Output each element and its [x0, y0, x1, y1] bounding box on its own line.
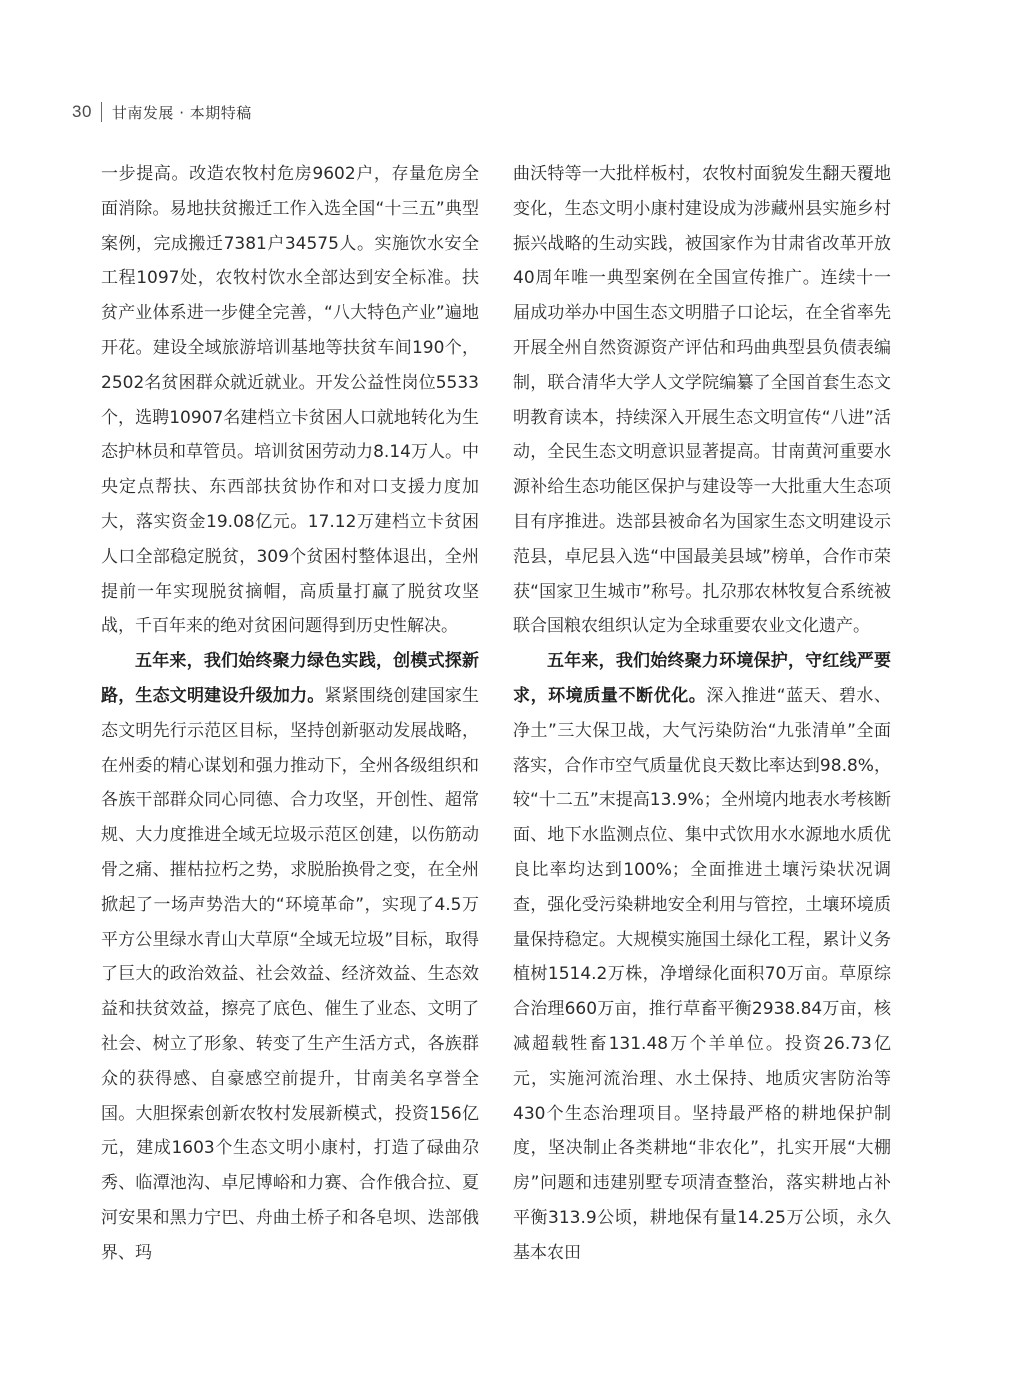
paragraph-green-practice	[101, 644, 479, 1270]
paragraph-lead: 五年来，我们始终聚力绿色实践，创模式探新路，生态文明建设升级加力。	[101, 651, 479, 706]
left-column	[101, 157, 479, 1271]
header-divider	[101, 102, 102, 122]
paragraph-continued: 一步提高。改造农牧村危房9602户，存量危房全面消除。易地扶贫搬迁工作入选全国“十三五”典型案例，完成搬迁7381户34575人。实施饮水安全工程1097处，农牧村饮水全部达到安全标准。扶贫产业体系进一步健全完善，“八大特色产业”遍地开花。建设全域旅游培训基地等扶贫车间190个，2502名贫困群众就近就业。开发公益性岗位5533个，选聘10907名建档立卡贫困人口就地转化为生态护林员和草管员。培训贫困劳动力8.14万人。中央定点帮扶、东西部扶贫协作和对口支援力度加大，落实资金19.08亿元。17.12万建档立卡贫困人口全部稳定脱贫，309个贫困村整体退出，全州提前一年实现脱贫摘帽，高质量打赢了脱贫攻坚战，千百年来的绝对贫困问题得到历史性解决。	[101, 164, 479, 637]
paragraph-environment-protection	[513, 644, 891, 1270]
paragraph-body: 深入推进“蓝天、碧水、净土”三大保卫战，大气污染防治“九张清单”全面落实，合作市空气质量优良天数比率达到98.8%，较“十二五”末提高13.9%；全州境内地表水考核断面、地下水监测点位、集中式饮用水水源地水质优良比率均达到100%；全面推进土壤污染状况调查，强化受污染耕地安全利用与管控，土壤环境质量保持稳定。大规模实施国土绿化工程，累计义务植树1514.2万株，净增绿化面积70万亩。草原综合治理660万亩，推行草畜平衡2938.84万亩，核减超载牲畜131.48万个羊单位。投资26.73亿元，实施河流治理、水土保持、地质灾害防治等430个生态治理项目。坚持最严格的耕地保护制度，坚决制止各类耕地“非农化”，扎实开展“大棚房”问题和违建别墅专项清查整治，落实耕地占补平衡313.9公顷，耕地保有量14.25万公顷，永久基本农田	[513, 685, 892, 1263]
section-label: 甘南发展 · 本期特稿	[111, 103, 252, 122]
paragraph-lead: 五年来，我们始终聚力环境保护，守红线严要求，环境质量不断优化。	[513, 651, 891, 706]
running-header	[72, 98, 252, 126]
paragraph-continued: 曲沃特等一大批样板村，农牧村面貌发生翻天覆地变化，生态文明小康村建设成为涉藏州县实施乡村振兴战略的生动实践，被国家作为甘肃省改革开放40周年唯一典型案例在全国宣传推广。连续十一届成功举办中国生态文明腊子口论坛，在全省率先开展全州自然资源资产评估和玛曲典型县负债表编制，联合清华大学人文学院编纂了全国首套生态文明教育读本，持续深入开展生态文明宣传“八进”活动，全民生态文明意识显著提高。甘南黄河重要水源补给生态功能区保护与建设等一大批重大生态项目有序推进。迭部县被命名为国家生态文明建设示范县，卓尼县入选“中国最美县域”榜单，合作市荣获“国家卫生城市”称号。扎尕那农林牧复合系统被联合国粮农组织认定为全球重要农业文化遗产。	[513, 164, 891, 637]
right-column	[513, 157, 891, 1271]
page-number: 30	[72, 102, 92, 121]
paragraph-body: 紧紧围绕创建国家生态文明先行示范区目标，坚持创新驱动发展战略，在州委的精心谋划和强力推动下，全州各级组织和各族干部群众同心同德、合力攻坚，开创性、超常规、大力度推进全域无垃圾示范区创建，以伤筋动骨之痛、摧枯拉朽之势，求脱胎换骨之变，在全州掀起了一场声势浩大的“环境革命”，实现了4.5万平方公里绿水青山大草原“全域无垃圾”目标，取得了巨大的政治效益、社会效益、经济效益、生态效益和扶贫效益，擦亮了底色、催生了业态、文明了社会、树立了形象、转变了生产生活方式，各族群众的获得感、自豪感空前提升，甘南美名享誉全国。大胆探索创新农牧村发展新模式，投资156亿元，建成1603个生态文明小康村，打造了碌曲尕秀、临潭池沟、卓尼博峪和力赛、合作俄合拉、夏河安果和黑力宁巴、舟曲土桥子和各皂坝、迭部俄界、玛	[101, 685, 480, 1263]
